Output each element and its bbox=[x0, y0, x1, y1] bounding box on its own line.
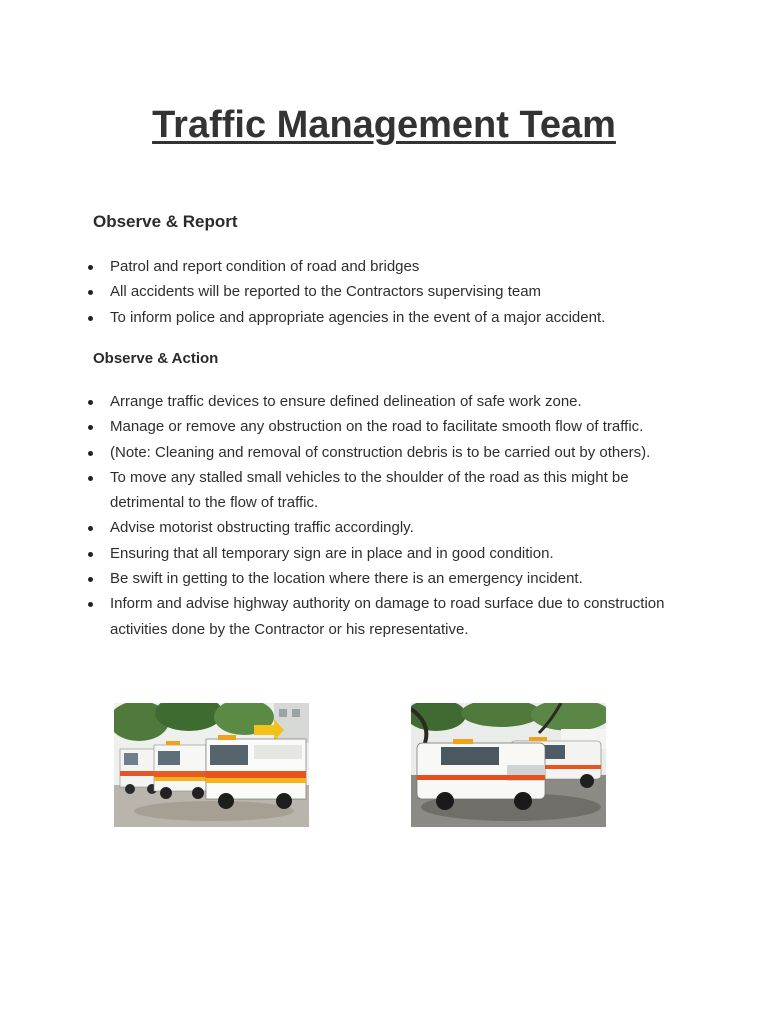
list-item: To move any stalled small vehicles to the shoulder of the road as this might be detrimental to the flow of traffic. bbox=[84, 465, 684, 516]
list-item: (Note: Cleaning and removal of construction debris is to be carried out by others). bbox=[84, 440, 684, 465]
list-item: Be swift in getting to the location where there is an emergency incident. bbox=[84, 566, 684, 591]
list-item: Ensuring that all temporary sign are in place and in good condition. bbox=[84, 541, 684, 566]
list-item: Patrol and report condition of road and bridges bbox=[84, 254, 684, 279]
page-title: Traffic Management Team bbox=[152, 104, 616, 146]
list-item: Manage or remove any obstruction on the road to facilitate smooth flow of traffic. bbox=[84, 414, 684, 439]
traffic-trucks-photo bbox=[114, 703, 309, 827]
traffic-pickups-photo bbox=[411, 703, 606, 827]
list-item: Inform and advise highway authority on damage to road surface due to construction activities done by the Contractor or his representative. bbox=[84, 591, 684, 642]
list-item: To inform police and appropriate agencies in the event of a major accident. bbox=[84, 305, 684, 330]
list-item: All accidents will be reported to the Contractors supervising team bbox=[84, 279, 684, 304]
list-item: Arrange traffic devices to ensure defined delineation of safe work zone. bbox=[84, 389, 684, 414]
section-heading-observe-report: Observe & Report bbox=[93, 212, 238, 231]
observe-action-list bbox=[84, 389, 684, 642]
observe-report-list bbox=[84, 254, 684, 330]
list-item: Advise motorist obstructing traffic accordingly. bbox=[84, 515, 684, 540]
section-heading-observe-action: Observe & Action bbox=[93, 350, 219, 367]
